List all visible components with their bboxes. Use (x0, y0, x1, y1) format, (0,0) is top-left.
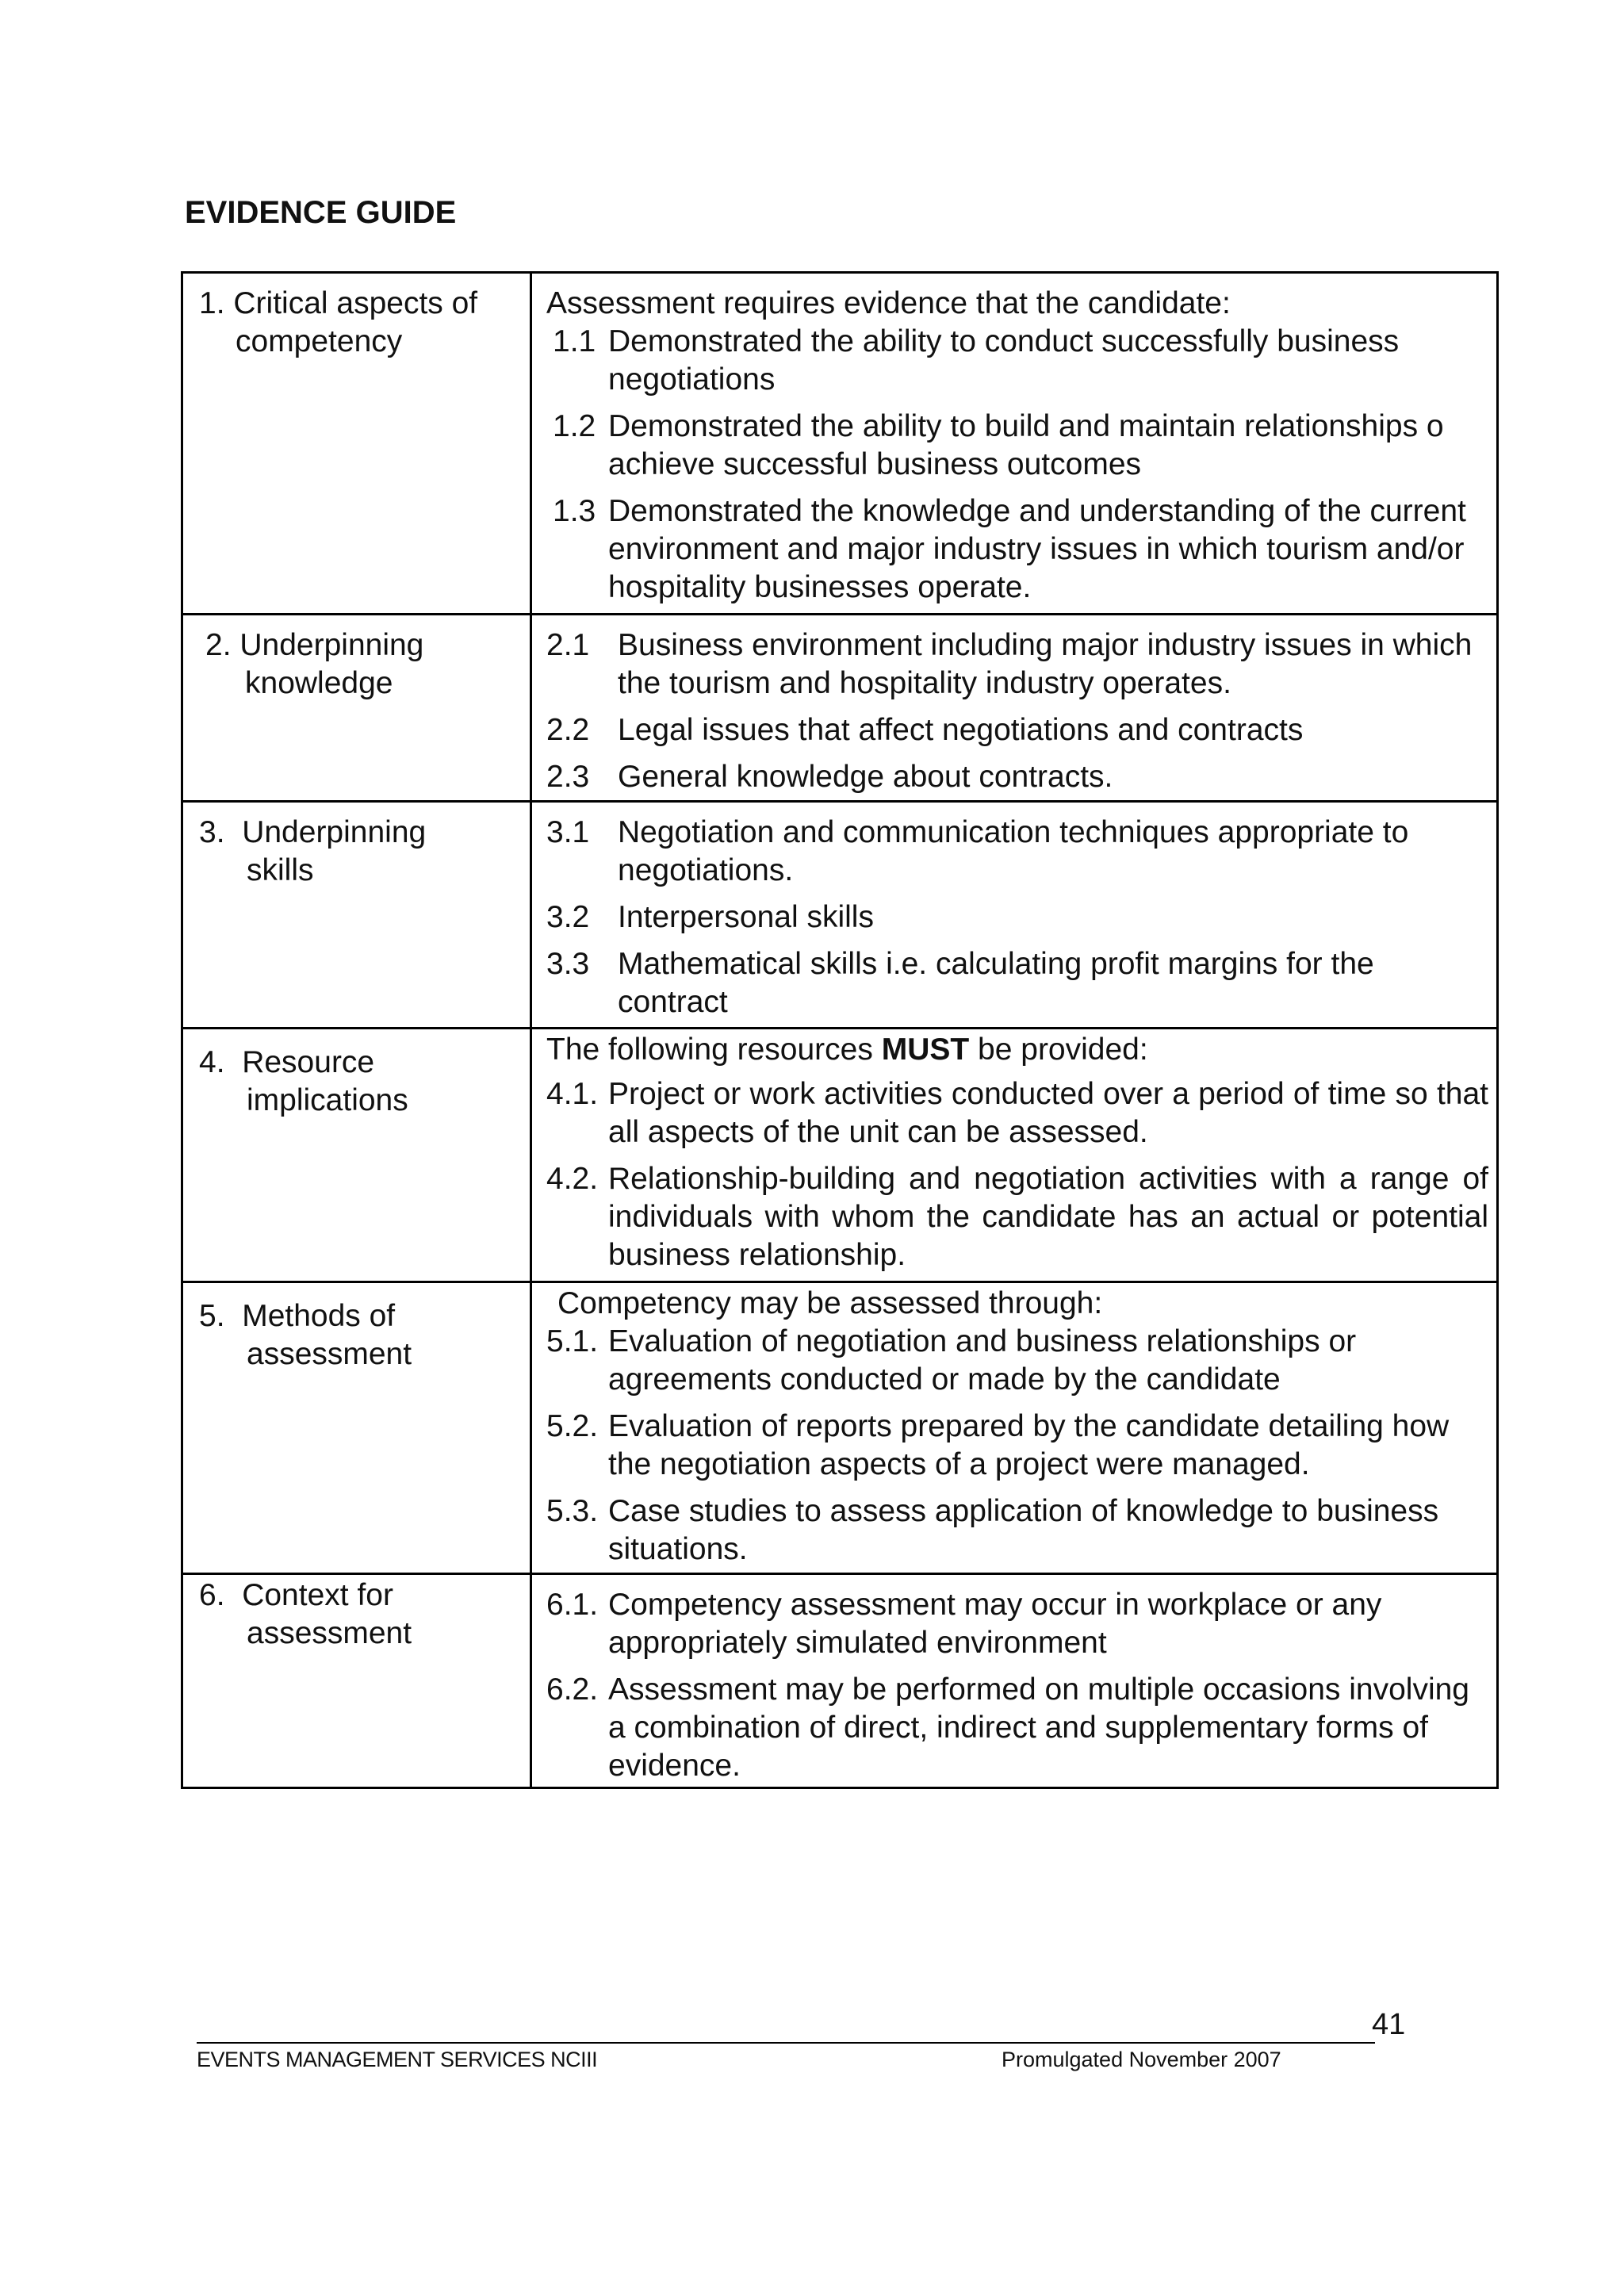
item-number: 2.2 (546, 713, 590, 747)
row-label: Methods of (242, 1299, 396, 1333)
item-text: Project or work activities conducted over a period of time so that all aspects of the unit can be assessed. (608, 1077, 1488, 1149)
item-number: 3.1 (546, 815, 590, 849)
item-number: 1.2 (553, 409, 596, 443)
row-label-cell (182, 273, 531, 615)
item-text: Assessment may be performed on multiple occasions involving a combination of direct, indirect and supplementary forms of evidence. (608, 1672, 1470, 1783)
intro-text: The following resources (546, 1033, 882, 1067)
item-text: Demonstrated the ability to build and maintain relationships o achieve successful business outcomes (608, 409, 1444, 481)
list-item (546, 1408, 1488, 1484)
item-text: Case studies to assess application of knowledge to business situations. (608, 1494, 1439, 1566)
list-item (546, 1160, 1488, 1274)
item-number: 1.1 (553, 324, 596, 358)
list-item (546, 814, 1488, 890)
list-item (546, 1671, 1488, 1785)
item-number: 3.3 (546, 947, 590, 981)
item-text: Negotiation and communication techniques appropriate to negotiations. (618, 815, 1409, 887)
item-number: 4.2. (546, 1162, 599, 1196)
footer-rule (197, 2042, 1375, 2044)
table-row (182, 1029, 1498, 1282)
row-content-cell (531, 1029, 1498, 1282)
item-text: Mathematical skills i.e. calculating profit margins for the contract (618, 947, 1374, 1019)
item-number: 4.1. (546, 1077, 599, 1111)
item-number: 2.3 (546, 760, 590, 794)
cell-intro (546, 1031, 1488, 1069)
item-text: Demonstrated the ability to conduct successfully business negotiations (608, 324, 1400, 397)
list-item (546, 945, 1488, 1021)
page-heading: EVIDENCE GUIDE (185, 195, 457, 230)
row-label-cell (182, 615, 531, 802)
table-row (182, 802, 1498, 1029)
item-text: Business environment including major industry issues in which the tourism and hospitality industry operates. (618, 628, 1473, 700)
row-number: 1. (199, 286, 225, 320)
row-label: skills (247, 853, 314, 887)
item-number: 6.2. (546, 1672, 599, 1707)
item-number: 1.3 (553, 494, 596, 528)
row-content-cell (531, 1574, 1498, 1788)
item-number: 5.1. (546, 1324, 599, 1358)
intro-text: be provided: (969, 1033, 1148, 1067)
row-number: 6. (199, 1578, 225, 1612)
cell-intro: Assessment requires evidence that the candidate: (546, 286, 1231, 320)
item-text: Interpersonal skills (618, 900, 874, 934)
item-number: 3.2 (546, 900, 590, 934)
item-number: 5.2. (546, 1409, 599, 1443)
list-item (546, 1586, 1488, 1662)
list-item (546, 898, 1488, 937)
evidence-guide-table (181, 271, 1499, 1789)
table-row (182, 615, 1498, 802)
list-item (546, 408, 1488, 484)
intro-emphasis: MUST (881, 1033, 970, 1067)
table-row (182, 1282, 1498, 1574)
row-number: 5. (199, 1299, 225, 1333)
table-row (182, 273, 1498, 615)
list-item (546, 1492, 1488, 1569)
item-text: Relationship-building and negotiation activities with a range of individuals with whom the candidate has an actual or potential business relationship. (608, 1162, 1488, 1272)
row-label: knowledge (245, 666, 393, 700)
row-label-cell (182, 1029, 531, 1282)
item-number: 6.1. (546, 1588, 599, 1622)
list-item (546, 323, 1488, 399)
row-label-cell (182, 802, 531, 1029)
row-number: 4. (199, 1045, 225, 1079)
row-content-cell (531, 1282, 1498, 1574)
footer-promulgation-date: Promulgated November 2007 (1002, 2048, 1281, 2071)
list-item (546, 492, 1488, 607)
list-item (546, 1075, 1488, 1151)
row-number: 3. (199, 815, 225, 849)
row-label: competency (236, 324, 403, 358)
item-number: 5.3. (546, 1494, 599, 1528)
footer-document-title: EVENTS MANAGEMENT SERVICES NCIII (197, 2048, 598, 2071)
list-item (546, 1323, 1488, 1399)
row-label: implications (247, 1083, 408, 1117)
item-text: Evaluation of negotiation and business relationships or agreements conducted or made by the candidate (608, 1324, 1357, 1397)
item-text: General knowledge about contracts. (618, 760, 1113, 794)
item-text: Demonstrated the knowledge and understanding of the current environment and major industry issues in which tourism and/or hospitality businesses operate. (608, 494, 1466, 604)
row-label: assessment (247, 1337, 412, 1371)
row-content-cell (531, 802, 1498, 1029)
row-label-cell (182, 1282, 531, 1574)
cell-intro: Competency may be assessed through: (557, 1286, 1103, 1320)
row-label-cell (182, 1574, 531, 1788)
page-number: 41 (1372, 2008, 1406, 2041)
list-item (546, 711, 1488, 749)
list-item (546, 626, 1488, 703)
row-label: Critical aspects of (233, 286, 478, 320)
item-text: Evaluation of reports prepared by the candidate detailing how the negotiation aspects of a project were managed. (608, 1409, 1450, 1481)
row-content-cell (531, 615, 1498, 802)
row-label: Context for (242, 1578, 393, 1612)
row-label: Underpinning (239, 628, 424, 662)
item-text: Competency assessment may occur in workplace or any appropriately simulated environment (608, 1588, 1382, 1660)
item-number: 2.1 (546, 628, 590, 662)
table-row (182, 1574, 1498, 1788)
row-number: 2. (205, 628, 232, 662)
row-label: Resource (242, 1045, 375, 1079)
row-label: assessment (247, 1616, 412, 1650)
row-content-cell (531, 273, 1498, 615)
list-item (546, 758, 1488, 796)
item-text: Legal issues that affect negotiations and contracts (618, 713, 1304, 747)
row-label: Underpinning (242, 815, 427, 849)
